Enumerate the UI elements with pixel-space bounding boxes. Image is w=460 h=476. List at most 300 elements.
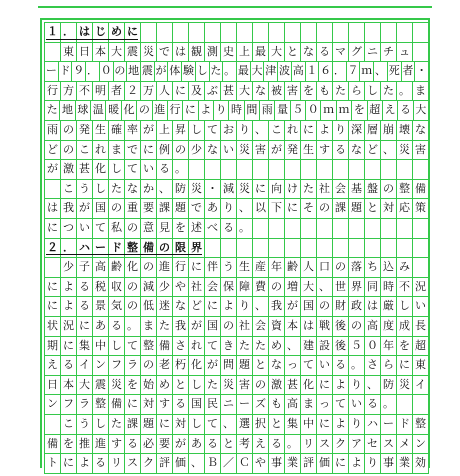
grid-cell — [396, 22, 413, 43]
grid-cell: 観 — [188, 42, 205, 63]
grid-cell: あ — [92, 316, 109, 337]
grid-cell: 雨 — [44, 120, 61, 141]
grid-cell — [332, 22, 349, 43]
grid-cell: 民 — [204, 394, 221, 415]
grid-cell — [284, 238, 301, 259]
grid-cell: の — [172, 140, 189, 161]
grid-cell: 、 — [252, 120, 269, 141]
grid-cell: に — [316, 414, 333, 435]
grid-cell: 化 — [124, 257, 141, 278]
grid-cell: さ — [364, 355, 381, 376]
grid-cell: ュ — [396, 42, 413, 63]
grid-cell — [300, 159, 317, 180]
grid-cell: の — [316, 296, 333, 317]
grid-cell: 災 — [220, 375, 237, 396]
grid-cell — [172, 22, 189, 43]
grid-cell: 況 — [60, 316, 77, 337]
grid-cell: 測 — [204, 42, 221, 63]
grid-cell: 会 — [252, 316, 269, 337]
grid-cell: と — [220, 434, 237, 455]
grid-cell: と — [284, 42, 301, 63]
grid-cell: セ — [364, 434, 381, 455]
grid-cell — [364, 238, 381, 259]
grid-cell: ． — [85, 61, 100, 82]
grid-cell: っ — [316, 394, 333, 415]
grid-cell: す — [316, 140, 333, 161]
grid-cell: て — [332, 394, 349, 415]
grid-cell: イ — [412, 375, 429, 396]
grid-cell — [412, 257, 429, 278]
grid-cell: う — [220, 257, 237, 278]
grid-cell: た — [108, 414, 125, 435]
grid-cell: チ — [380, 42, 397, 63]
grid-cell: 験 — [181, 61, 196, 82]
grid-cell — [332, 159, 349, 180]
grid-cell: ン — [412, 434, 429, 455]
grid-cell: 。 — [124, 316, 141, 337]
grid-cell: ２ — [124, 81, 141, 102]
grid-cell: 行 — [167, 100, 183, 121]
grid-cell: 迷 — [156, 296, 173, 317]
grid-cell: 要 — [140, 198, 157, 219]
grid-cell — [316, 22, 333, 43]
grid-cell: し — [364, 81, 381, 102]
grid-cell: 題 — [236, 355, 253, 376]
grid-cell: し — [188, 375, 205, 396]
grid-cell: 日 — [44, 375, 61, 396]
grid-cell: い — [220, 140, 237, 161]
grid-cell: 老 — [156, 355, 173, 376]
grid-cell: 期 — [44, 336, 61, 357]
grid-cell: 整 — [396, 179, 413, 200]
grid-cell: 史 — [220, 42, 237, 63]
grid-cell: り — [220, 198, 237, 219]
grid-cell: な — [124, 179, 141, 200]
grid-cell: と — [268, 414, 285, 435]
grid-cell: ｍ — [320, 100, 336, 121]
grid-cell: ニ — [220, 394, 237, 415]
grid-cell: た — [204, 375, 221, 396]
grid-cell: ス — [380, 434, 397, 455]
grid-cell: 況 — [412, 277, 429, 298]
grid-cell: 超 — [412, 336, 429, 357]
grid-cell: や — [172, 277, 189, 298]
grid-cell: な — [412, 120, 429, 141]
grid-cell — [252, 238, 269, 259]
grid-cell: り — [348, 375, 365, 396]
grid-cell — [348, 218, 365, 239]
grid-cell — [412, 22, 429, 43]
grid-cell: 万 — [140, 81, 157, 102]
grid-cell: こ — [60, 414, 77, 435]
grid-cell: ー — [44, 61, 59, 82]
grid-cell: 災 — [236, 140, 253, 161]
grid-cell: 我 — [172, 316, 189, 337]
grid-cell: 量 — [274, 100, 290, 121]
grid-cell: の — [348, 316, 365, 337]
grid-cell: る — [268, 434, 285, 455]
grid-cell: 。 — [222, 61, 237, 82]
grid-cell: 低 — [140, 296, 157, 317]
grid-cell: さ — [172, 336, 189, 357]
grid-cell: け — [284, 179, 301, 200]
grid-cell: し — [92, 179, 109, 200]
grid-cell: 景 — [92, 296, 109, 317]
grid-cell: 我 — [268, 296, 285, 317]
grid-cell: 害 — [284, 81, 301, 102]
grid-cell: が — [140, 120, 157, 141]
grid-cell: 壊 — [396, 120, 413, 141]
grid-cell: 会 — [332, 179, 349, 200]
grid-cell: で — [124, 140, 141, 161]
grid-cell: る — [76, 296, 93, 317]
grid-cell: た — [332, 81, 349, 102]
grid-cell: 政 — [348, 296, 365, 317]
grid-cell: ハ — [76, 238, 93, 259]
grid-cell: に — [76, 316, 93, 337]
grid-cell: に — [60, 453, 77, 474]
grid-cell: 津 — [263, 61, 278, 82]
grid-cell: 落 — [348, 257, 365, 278]
grid-cell: 、 — [156, 179, 173, 200]
grid-cell: の — [113, 61, 128, 82]
grid-cell: を — [351, 100, 367, 121]
grid-cell: 波 — [277, 61, 292, 82]
grid-cell: た — [156, 316, 173, 337]
grid-cell: で — [188, 198, 205, 219]
grid-cell — [380, 218, 397, 239]
grid-cell: 体 — [167, 61, 182, 82]
grid-cell: い — [316, 355, 333, 376]
grid-cell: 増 — [284, 277, 301, 298]
grid-cell: を — [172, 218, 189, 239]
grid-cell — [396, 218, 413, 239]
grid-cell: ５ — [348, 336, 365, 357]
grid-cell: 効 — [412, 453, 429, 474]
grid-cell: 間 — [244, 100, 260, 121]
grid-cell: 界 — [188, 238, 205, 259]
grid-cell: よ — [60, 277, 77, 298]
grid-cell: ニ — [364, 42, 381, 63]
heading-underline — [46, 254, 202, 255]
grid-cell: 業 — [396, 453, 413, 474]
grid-cell: 備 — [108, 394, 125, 415]
grid-cell: る — [156, 159, 173, 180]
grid-cell: れ — [92, 140, 109, 161]
grid-cell — [364, 159, 381, 180]
grid-cell: る — [108, 316, 125, 337]
grid-cell — [252, 218, 269, 239]
grid-cell: 減 — [140, 277, 157, 298]
grid-cell: 盤 — [364, 179, 381, 200]
grid-cell: 崩 — [380, 120, 397, 141]
grid-cell — [380, 159, 397, 180]
grid-cell: た — [380, 81, 397, 102]
grid-cell: の — [140, 355, 157, 376]
grid-cell: 害 — [236, 375, 253, 396]
grid-cell — [268, 22, 285, 43]
grid-cell: よ — [316, 120, 333, 141]
grid-cell: べ — [204, 218, 221, 239]
grid-cell: リ — [108, 453, 125, 474]
grid-cell: 以 — [252, 198, 269, 219]
grid-cell: ク — [140, 453, 157, 474]
grid-cell: 大 — [76, 375, 93, 396]
grid-cell: め — [268, 336, 285, 357]
grid-cell: 。 — [396, 81, 413, 102]
grid-cell — [348, 22, 365, 43]
grid-cell: 選 — [236, 414, 253, 435]
grid-cell: 整 — [124, 238, 141, 259]
grid-cell: ど — [188, 296, 205, 317]
grid-cell: 成 — [396, 316, 413, 337]
grid-cell: 必 — [140, 434, 157, 455]
grid-cell: 重 — [124, 198, 141, 219]
grid-cell: る — [92, 453, 109, 474]
grid-cell: る — [124, 434, 141, 455]
grid-cell: 時 — [228, 100, 244, 121]
grid-cell: や — [252, 453, 269, 474]
grid-cell: 設 — [316, 336, 333, 357]
grid-cell: て — [300, 355, 317, 376]
grid-cell: は — [300, 316, 317, 337]
grid-cell: 激 — [60, 159, 77, 180]
grid-cell: グ — [348, 42, 365, 63]
grid-cell: ド — [396, 414, 413, 435]
grid-cell: 、 — [220, 414, 237, 435]
grid-cell: フ — [60, 394, 77, 415]
grid-cell: て — [204, 414, 221, 435]
grid-cell: ０ — [305, 100, 321, 121]
grid-cell: 対 — [380, 198, 397, 219]
grid-cell: 対 — [140, 394, 157, 415]
grid-cell: い — [412, 296, 429, 317]
grid-cell: な — [300, 42, 317, 63]
grid-cell — [332, 238, 349, 259]
grid-cell: 甚 — [284, 375, 301, 396]
grid-cell: る — [316, 42, 333, 63]
grid-cell: 。 — [236, 218, 253, 239]
grid-cell: 減 — [220, 179, 237, 200]
grid-cell: し — [108, 336, 125, 357]
grid-cell: 明 — [92, 81, 109, 102]
grid-cell: ら — [348, 81, 365, 102]
grid-cell: 甚 — [76, 159, 93, 180]
grid-cell: に — [300, 120, 317, 141]
grid-cell: 東 — [60, 42, 77, 63]
grid-cell: み — [396, 257, 413, 278]
grid-cell: し — [108, 159, 125, 180]
grid-cell: 雨 — [259, 100, 275, 121]
grid-cell — [348, 159, 365, 180]
grid-cell: 整 — [92, 394, 109, 415]
grid-cell: 化 — [188, 355, 205, 376]
grid-cell: 災 — [108, 375, 125, 396]
grid-cell — [412, 159, 429, 180]
grid-cell — [348, 238, 365, 259]
grid-cell: 界 — [348, 277, 365, 298]
grid-cell — [284, 22, 301, 43]
grid-cell: 暖 — [105, 100, 121, 121]
grid-cell: ． — [60, 22, 77, 43]
grid-cell: 昇 — [172, 120, 189, 141]
grid-cell: よ — [220, 296, 237, 317]
grid-cell: 層 — [364, 120, 381, 141]
grid-cell: ン — [44, 394, 61, 415]
grid-cell — [44, 179, 61, 200]
grid-cell: そ — [300, 198, 317, 219]
grid-cell: り — [364, 453, 381, 474]
grid-cell: あ — [188, 434, 205, 455]
grid-cell: 国 — [204, 316, 221, 337]
grid-cell: 社 — [316, 179, 333, 200]
grid-cell: え — [252, 434, 269, 455]
grid-cell: ． — [60, 238, 77, 259]
grid-cell: 始 — [140, 375, 157, 396]
grid-cell: た — [300, 179, 317, 200]
grid-cell: 後 — [332, 336, 349, 357]
grid-cell: ０ — [364, 336, 381, 357]
grid-cell — [316, 159, 333, 180]
grid-cell: ０ — [99, 61, 114, 82]
grid-cell: ス — [316, 434, 333, 455]
grid-cell: 社 — [236, 316, 253, 337]
grid-cell: 限 — [172, 238, 189, 259]
grid-cell: 地 — [126, 61, 141, 82]
grid-cell: ・ — [204, 179, 221, 200]
grid-cell: の — [268, 277, 285, 298]
grid-cell: に — [44, 277, 61, 298]
grid-cell — [316, 218, 333, 239]
grid-cell: 人 — [300, 257, 317, 278]
grid-cell: 災 — [236, 179, 253, 200]
grid-cell: フ — [108, 355, 125, 376]
grid-cell: 長 — [412, 316, 429, 337]
grid-cell: の — [108, 198, 125, 219]
grid-cell: 大 — [108, 42, 125, 63]
grid-cell: と — [252, 355, 269, 376]
grid-cell: 題 — [140, 414, 157, 435]
grid-cell: が — [204, 355, 221, 376]
grid-cell: 行 — [44, 81, 61, 102]
grid-cell: 少 — [188, 140, 205, 161]
grid-cell: 進 — [156, 257, 173, 278]
grid-cell: 費 — [252, 277, 269, 298]
grid-cell: し — [188, 120, 205, 141]
grid-cell: ア — [348, 434, 365, 455]
grid-cell: っ — [284, 355, 301, 376]
grid-cell: ハ — [364, 414, 381, 435]
grid-cell — [236, 22, 253, 43]
grid-cell: は — [172, 42, 189, 63]
grid-cell: は — [76, 22, 93, 43]
grid-cell: 、 — [236, 198, 253, 219]
grid-cell: つ — [60, 218, 77, 239]
grid-cell: 我 — [60, 198, 77, 219]
grid-cell: じ — [92, 22, 109, 43]
grid-cell: 基 — [348, 179, 365, 200]
grid-cell: 地 — [59, 100, 75, 121]
grid-cell: な — [252, 81, 269, 102]
grid-cell: 国 — [188, 394, 205, 415]
grid-cell: ｍ — [336, 100, 352, 121]
grid-cell: に — [204, 296, 221, 317]
grid-cell: 及 — [188, 81, 205, 102]
grid-cell: に — [124, 22, 141, 43]
grid-cell: 生 — [300, 140, 317, 161]
grid-cell: 向 — [268, 179, 285, 200]
grid-cell: う — [76, 414, 93, 435]
grid-cell: 高 — [291, 61, 306, 82]
grid-cell: ン — [92, 355, 109, 376]
grid-cell: 課 — [156, 198, 173, 219]
grid-cell: 下 — [268, 198, 285, 219]
grid-cell: 大 — [300, 277, 317, 298]
grid-cell: ラ — [76, 394, 93, 415]
grid-cell: に — [188, 257, 205, 278]
grid-cell: ｍ — [359, 61, 374, 82]
grid-cell — [396, 159, 413, 180]
grid-cell: に — [396, 355, 413, 376]
grid-cell: 日 — [76, 42, 93, 63]
grid-cell: 超 — [367, 100, 383, 121]
grid-cell: 伴 — [204, 257, 221, 278]
grid-cell: 価 — [172, 453, 189, 474]
grid-cell: を — [300, 81, 317, 102]
grid-cell — [412, 218, 429, 239]
grid-cell: 大 — [413, 100, 429, 121]
grid-cell: 題 — [348, 198, 365, 219]
grid-cell: の — [140, 257, 157, 278]
grid-cell: お — [220, 120, 237, 141]
grid-cell: る — [76, 277, 93, 298]
grid-cell: 球 — [75, 100, 91, 121]
grid-cell: ・ — [414, 61, 429, 82]
grid-cell: 状 — [44, 316, 61, 337]
grid-cell: 、 — [188, 453, 205, 474]
grid-cell: ５ — [290, 100, 306, 121]
grid-cell: 本 — [60, 375, 77, 396]
grid-cell: に — [284, 198, 301, 219]
grid-cell: ９ — [71, 61, 86, 82]
grid-cell: き — [220, 336, 237, 357]
grid-cell: ま — [108, 140, 125, 161]
grid-cell — [220, 238, 237, 259]
grid-cell: り — [236, 296, 253, 317]
grid-cell: 整 — [412, 414, 429, 435]
grid-cell: 震 — [92, 375, 109, 396]
grid-cell: に — [124, 394, 141, 415]
grid-cell: 確 — [108, 120, 125, 141]
grid-cell — [364, 22, 381, 43]
grid-cell: 大 — [268, 42, 285, 63]
grid-cell: 不 — [396, 277, 413, 298]
grid-cell: 生 — [92, 120, 109, 141]
grid-cell: 述 — [188, 218, 205, 239]
grid-cell — [284, 159, 301, 180]
grid-cell: 朽 — [172, 355, 189, 376]
grid-cell: 人 — [156, 81, 173, 102]
grid-cell: 。 — [284, 434, 301, 455]
grid-cell: が — [154, 61, 169, 82]
grid-cell: よ — [332, 375, 349, 396]
grid-cell: 少 — [156, 277, 173, 298]
grid-cell: 災 — [188, 179, 205, 200]
grid-cell: り — [348, 414, 365, 435]
grid-cell: の — [124, 277, 141, 298]
grid-cell: の — [124, 218, 141, 239]
grid-cell: よ — [332, 414, 349, 435]
